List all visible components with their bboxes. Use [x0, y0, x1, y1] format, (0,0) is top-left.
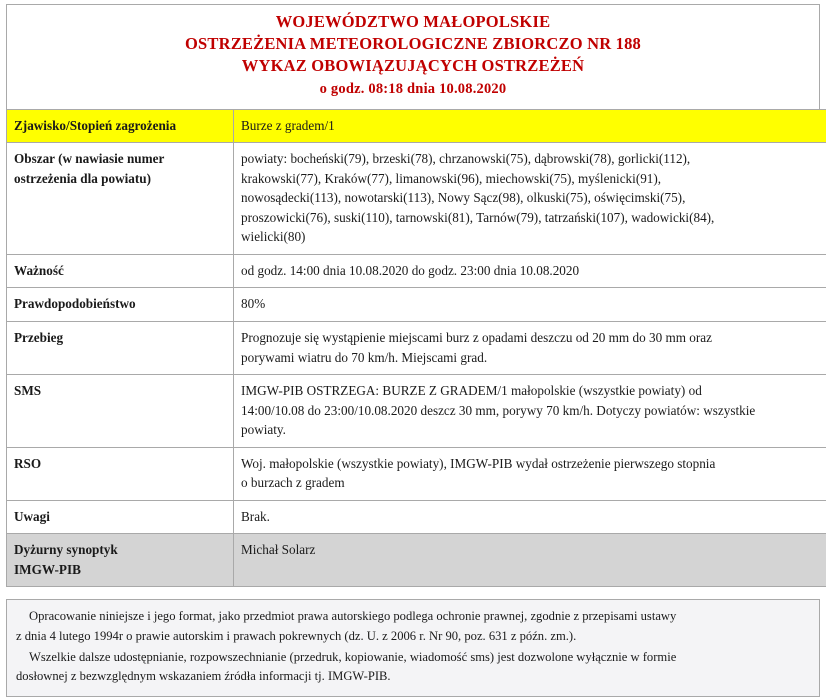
table-row-rso — [7, 447, 826, 500]
row-value-rso — [234, 447, 826, 500]
row-label-area-line-2: ostrzeżenia dla powiatu) — [14, 169, 226, 189]
row-label-area-line-1: Obszar (w nawiasie numer — [14, 149, 226, 169]
row-value-course-line-2: porywami wiatru do 70 km/h. Miejscami grad. — [241, 348, 826, 368]
row-label-remarks-line-1: Uwagi — [14, 507, 226, 527]
row-label-course — [7, 322, 234, 375]
row-value-hazard-line-1: Burze z gradem/1 — [241, 116, 826, 136]
row-value-area-line-3: nowosądecki(113), nowotarski(113), Nowy Sącz(98), olkuski(75), oświęcimski(75), — [241, 188, 826, 208]
header-region-title: WOJEWÓDZTWO MAŁOPOLSKIE — [7, 11, 819, 33]
copyright-paragraph-2-line-1: Wszelkie dalsze udostępnianie, rozpowszechnianie (przedruk, kopiowanie, wiadomość sms) jest dozwolone wyłącznie w formie — [16, 648, 810, 668]
row-value-area-line-2: krakowski(77), Kraków(77), limanowski(96), miechowski(75), myślenicki(91), — [241, 169, 826, 189]
row-value-validity-line-1: od godz. 14:00 dnia 10.08.2020 do godz. 23:00 dnia 10.08.2020 — [241, 261, 826, 281]
row-value-probability-line-1: 80% — [241, 294, 826, 314]
row-label-probability — [7, 288, 234, 322]
row-value-probability — [234, 288, 826, 322]
row-label-rso-line-1: RSO — [14, 454, 226, 474]
row-label-sms-line-1: SMS — [14, 381, 226, 401]
row-value-remarks-line-1: Brak. — [241, 507, 826, 527]
row-value-duty-forecaster-line-1: Michał Solarz — [241, 540, 826, 560]
row-value-area — [234, 143, 826, 255]
row-value-hazard — [234, 109, 826, 143]
table-row-hazard — [7, 109, 826, 143]
table-row-sms — [7, 375, 826, 448]
table-row-area — [7, 143, 826, 255]
table-row-duty-forecaster — [7, 534, 826, 587]
row-label-hazard-line-1: Zjawisko/Stopień zagrożenia — [14, 116, 226, 136]
row-label-duty-forecaster-line-2: IMGW-PIB — [14, 560, 226, 580]
row-label-validity-line-1: Ważność — [14, 261, 226, 281]
row-value-area-line-4: proszowicki(76), suski(110), tarnowski(81), Tarnów(79), tatrzański(107), wadowicki(84), — [241, 208, 826, 228]
row-value-duty-forecaster — [234, 534, 826, 587]
document-header — [6, 4, 820, 109]
table-row-validity — [7, 254, 826, 288]
row-label-probability-line-1: Prawdopodobieństwo — [14, 294, 226, 314]
row-label-duty-forecaster-line-1: Dyżurny synoptyk — [14, 540, 226, 560]
row-value-sms — [234, 375, 826, 448]
row-label-area — [7, 143, 234, 255]
warnings-table-body — [7, 109, 826, 587]
row-label-remarks — [7, 500, 234, 534]
row-value-sms-line-3: powiaty. — [241, 420, 826, 440]
row-label-course-line-1: Przebieg — [14, 328, 226, 348]
table-row-probability — [7, 288, 826, 322]
row-value-sms-line-2: 14:00/10.08 do 23:00/10.08.2020 deszcz 30 mm, porywy 70 km/h. Dotyczy powiatów: wszystkie — [241, 401, 826, 421]
row-label-rso — [7, 447, 234, 500]
row-value-validity — [234, 254, 826, 288]
row-label-validity — [7, 254, 234, 288]
row-value-area-line-5: wielicki(80) — [241, 227, 826, 247]
copyright-paragraph-1-line-1: Opracowanie niniejsze i jego format, jako przedmiot prawa autorskiego podlega ochronie prawnej, zgodnie z przepisami ustawy — [16, 607, 810, 627]
row-value-area-line-1: powiaty: bocheński(79), brzeski(78), chrzanowski(75), dąbrowski(78), gorlicki(112), — [241, 149, 826, 169]
table-row-course — [7, 322, 826, 375]
warnings-table — [6, 109, 826, 588]
row-value-sms-line-1: IMGW-PIB OSTRZEGA: BURZE Z GRADEM/1 małopolskie (wszystkie powiaty) od — [241, 381, 826, 401]
row-label-sms — [7, 375, 234, 448]
row-value-remarks — [234, 500, 826, 534]
header-subtitle: WYKAZ OBOWIĄZUJĄCYCH OSTRZEŻEŃ — [7, 55, 819, 77]
row-value-rso-line-2: o burzach z gradem — [241, 473, 826, 493]
table-row-remarks — [7, 500, 826, 534]
copyright-paragraph-1-line-2: z dnia 4 lutego 1994r o prawie autorskim i prawach pokrewnych (dz. U. z 2006 r. Nr 90, poz. 631 z późn. zm.). — [16, 627, 810, 647]
copyright-paragraph-1 — [16, 607, 810, 646]
header-issue-time: o godz. 08:18 dnia 10.08.2020 — [7, 77, 819, 99]
row-value-course-line-1: Prognozuje się wystąpienie miejscami burz z opadami deszczu od 20 mm do 30 mm oraz — [241, 328, 826, 348]
row-value-course — [234, 322, 826, 375]
row-label-hazard — [7, 109, 234, 143]
row-value-rso-line-1: Woj. małopolskie (wszystkie powiaty), IMGW-PIB wydał ostrzeżenie pierwszego stopnia — [241, 454, 826, 474]
copyright-paragraph-2-line-2: dosłownej z bezwzględnym wskazaniem źródła informacji tj. IMGW-PIB. — [16, 667, 810, 687]
copyright-footer — [6, 599, 820, 697]
copyright-paragraph-2 — [16, 648, 810, 687]
row-label-duty-forecaster — [7, 534, 234, 587]
header-warning-number: OSTRZEŻENIA METEOROLOGICZNE ZBIORCZO NR 188 — [7, 33, 819, 55]
